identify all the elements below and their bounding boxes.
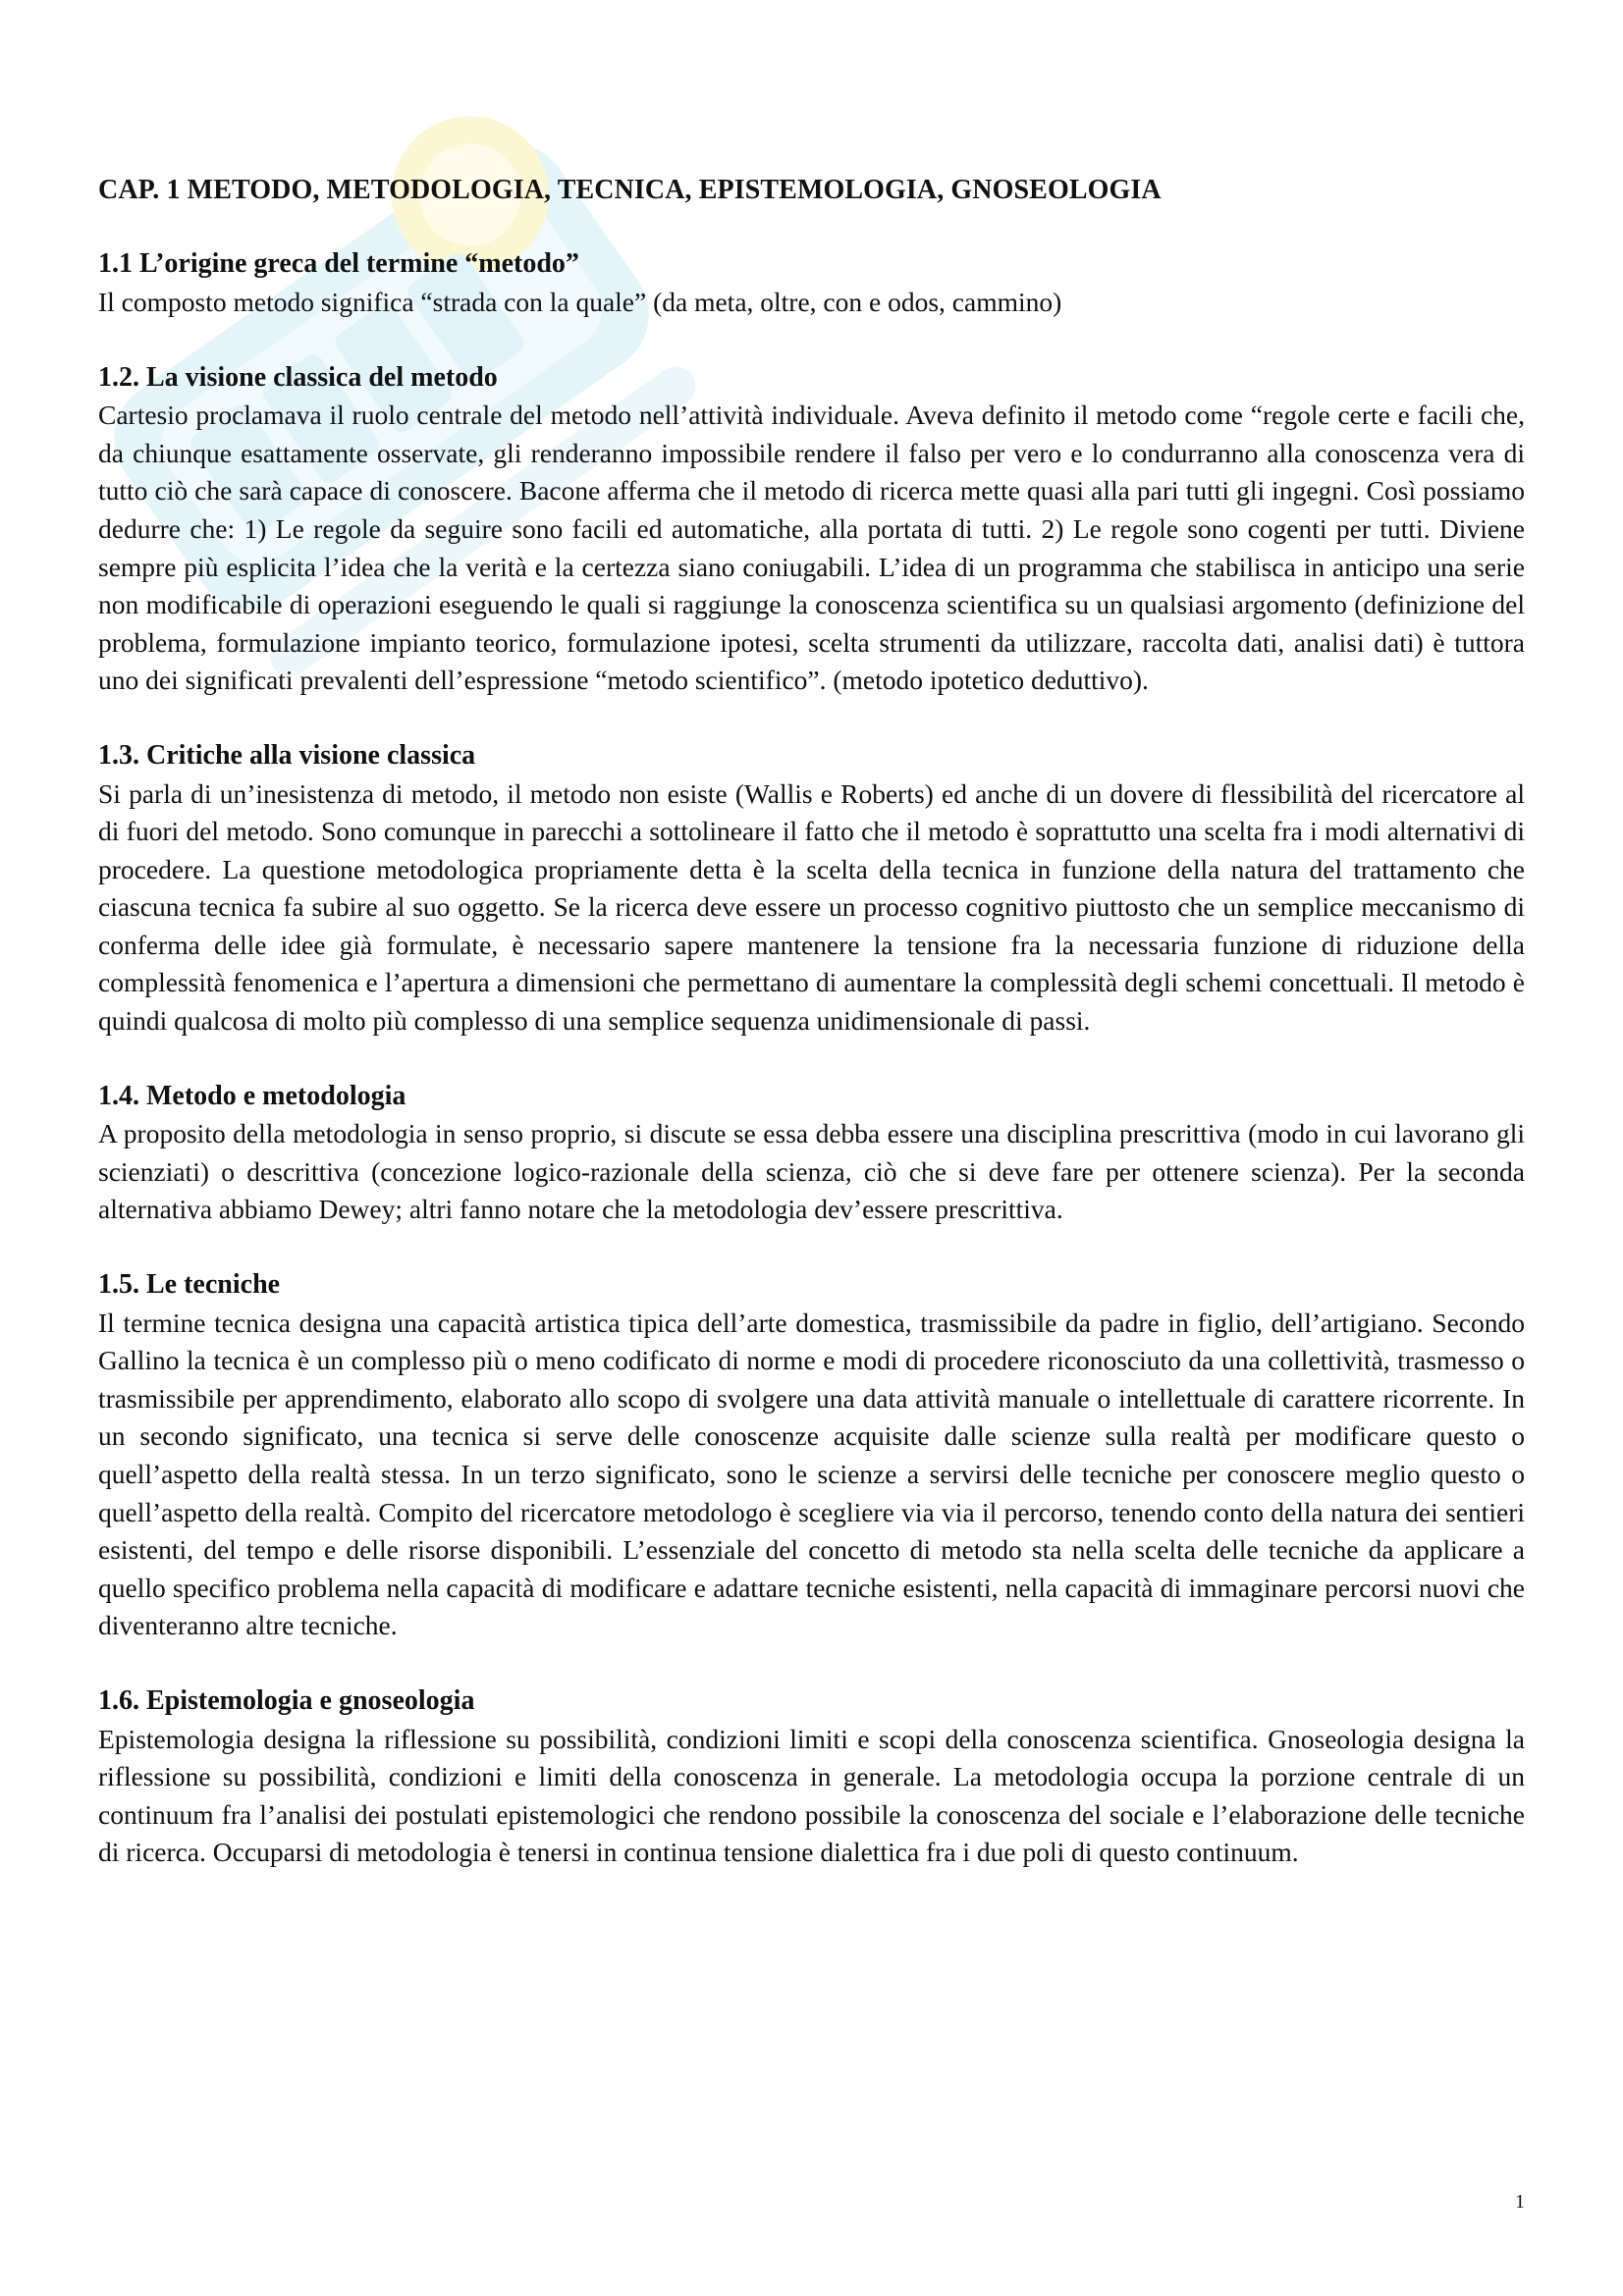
- page-number: 1: [1515, 2191, 1525, 2213]
- section-heading: 1.5. Le tecniche: [98, 1269, 281, 1301]
- section-body: Il termine tecnica designa una capacità artistica tipica dell’arte domestica, trasmissibile da padre in figlio, dell’artigiano. Secondo Gallino la tecnica è un complesso più o meno codificato di norme e modi di procedere riconosciuto da una collettività, trasmesso o trasmissibile per apprendimento, elaborato allo scopo di svolgere una data attività manuale o intellettuale di carattere ricorrente. In un secondo significato, una tecnica si serve delle conoscenze acquisite dalle scienze sulla realtà per modificare questo o quell’aspetto della realtà stessa. In un terzo significato, sono le scienze a servirsi delle tecniche per conoscere meglio questo o quell’aspetto della realtà. Compito del ricercatore metodologo è scegliere via via il percorso, tenendo conto della natura dei sentieri esistenti, del tempo e delle risorse disponibili. L’essenziale del concetto di metodo sta nella scelta delle tecniche da applicare a quello specifico problema nella capacità di modificare e adattare tecniche esistenti, nella capacità di immaginare percorsi nuovi che diventeranno altre tecniche.: [98, 1307, 1525, 1641]
- section-heading: 1.2. La visione classica del metodo: [98, 361, 498, 393]
- section-1-1: [98, 245, 1525, 321]
- chapter-title: CAP. 1 METODO, METODOLOGIA, TECNICA, EPISTEMOLOGIA, GNOSEOLOGIA: [98, 175, 1162, 205]
- section-body: Cartesio proclamava il ruolo centrale del metodo nell’attività individuale. Aveva definito il metodo come “regole certe e facili che, da chiunque esattamente osservate, gli renderanno impossibile rendere il falso per vero e lo condurranno alla conoscenza vera di tutto ciò che sarà capace di conoscere. Bacone afferma che il metodo di ricerca mette quasi alla pari tutti gli ingegni. Così possiamo dedurre che: 1) Le regole da seguire sono facili ed automatiche, alla portata di tutti. 2) Le regole sono cogenti per tutti. Diviene sempre più esplicita l’idea che la verità e la certezza siano coniugabili. L’idea di un programma che stabilisca in anticipo una serie non modificabile di operazioni eseguendo le quali si raggiunge la conoscenza scientifica su un qualsiasi argomento (definizione del problema, formulazione impianto teorico, formulazione ipotesi, scelta strumenti da utilizzare, raccolta dati, analisi dati) è tuttora uno dei significati prevalenti dell’espressione “metodo scientifico”. (metodo ipotetico deduttivo).: [98, 400, 1525, 696]
- section-body: A proposito della metodologia in senso proprio, si discute se essa debba essere una disciplina prescrittiva (modo in cui lavorano gli scienziati) o descrittiva (concezione logico-razionale della scienza, ciò che si deve fare per ottenere scienza). Per la seconda alternativa abbiamo Dewey; altri fanno notare che la metodologia dev’essere prescrittiva.: [98, 1118, 1525, 1225]
- section-heading: 1.3. Critiche alla visione classica: [98, 739, 476, 771]
- section-1-5: [98, 1266, 1525, 1645]
- section-1-2: [98, 359, 1525, 700]
- section-heading: 1.1 L’origine greca del termine “metodo”: [98, 248, 579, 280]
- section-body: Epistemologia designa la riflessione su possibilità, condizioni limiti e scopi della conoscenza scientifica. Gnoseologia designa la riflessione su possibilità, condizioni e limiti della conoscenza in generale. La metodologia occupa la porzione centrale di un continuum fra l’analisi dei postulati epistemologici che rendono possibile la conoscenza del sociale e l’elaborazione delle tecniche di ricerca. Occuparsi di metodologia è tenersi in continua tensione dialettica fra i due poli di questo continuum.: [98, 1723, 1525, 1868]
- section-heading: 1.4. Metodo e metodologia: [98, 1080, 406, 1111]
- section-1-4: [98, 1078, 1525, 1229]
- section-body: Si parla di un’inesistenza di metodo, il metodo non esiste (Wallis e Roberts) ed anche di un dovere di flessibilità del ricercatore al di fuori del metodo. Sono comunque in parecchi a sottolineare il fatto che il metodo è soprattutto una scelta fra i modi alternativi di procedere. La questione metodologica propriamente detta è la scelta della tecnica in funzione della natura del trattamento che ciascuna tecnica fa subire al suo oggetto. Se la ricerca deve essere un processo cognitivo piuttosto che un semplice meccanismo di conferma delle idee già formulate, è necessario sapere mantenere la tensione fra la necessaria funzione di riduzione della complessità fenomenica e l’apertura a dimensioni che permettano di aumentare la complessità degli schemi concettuali. Il metodo è quindi qualcosa di molto più complesso di una semplice sequenza unidimensionale di passi.: [98, 777, 1525, 1037]
- section-body: Il composto metodo significa “strada con la quale” (da meta, oltre, con e odos, cammino): [98, 286, 1062, 317]
- section-1-3: [98, 737, 1525, 1041]
- document-page: [98, 173, 1525, 1909]
- section-1-6: [98, 1682, 1525, 1872]
- section-heading: 1.6. Epistemologia e gnoseologia: [98, 1684, 475, 1716]
